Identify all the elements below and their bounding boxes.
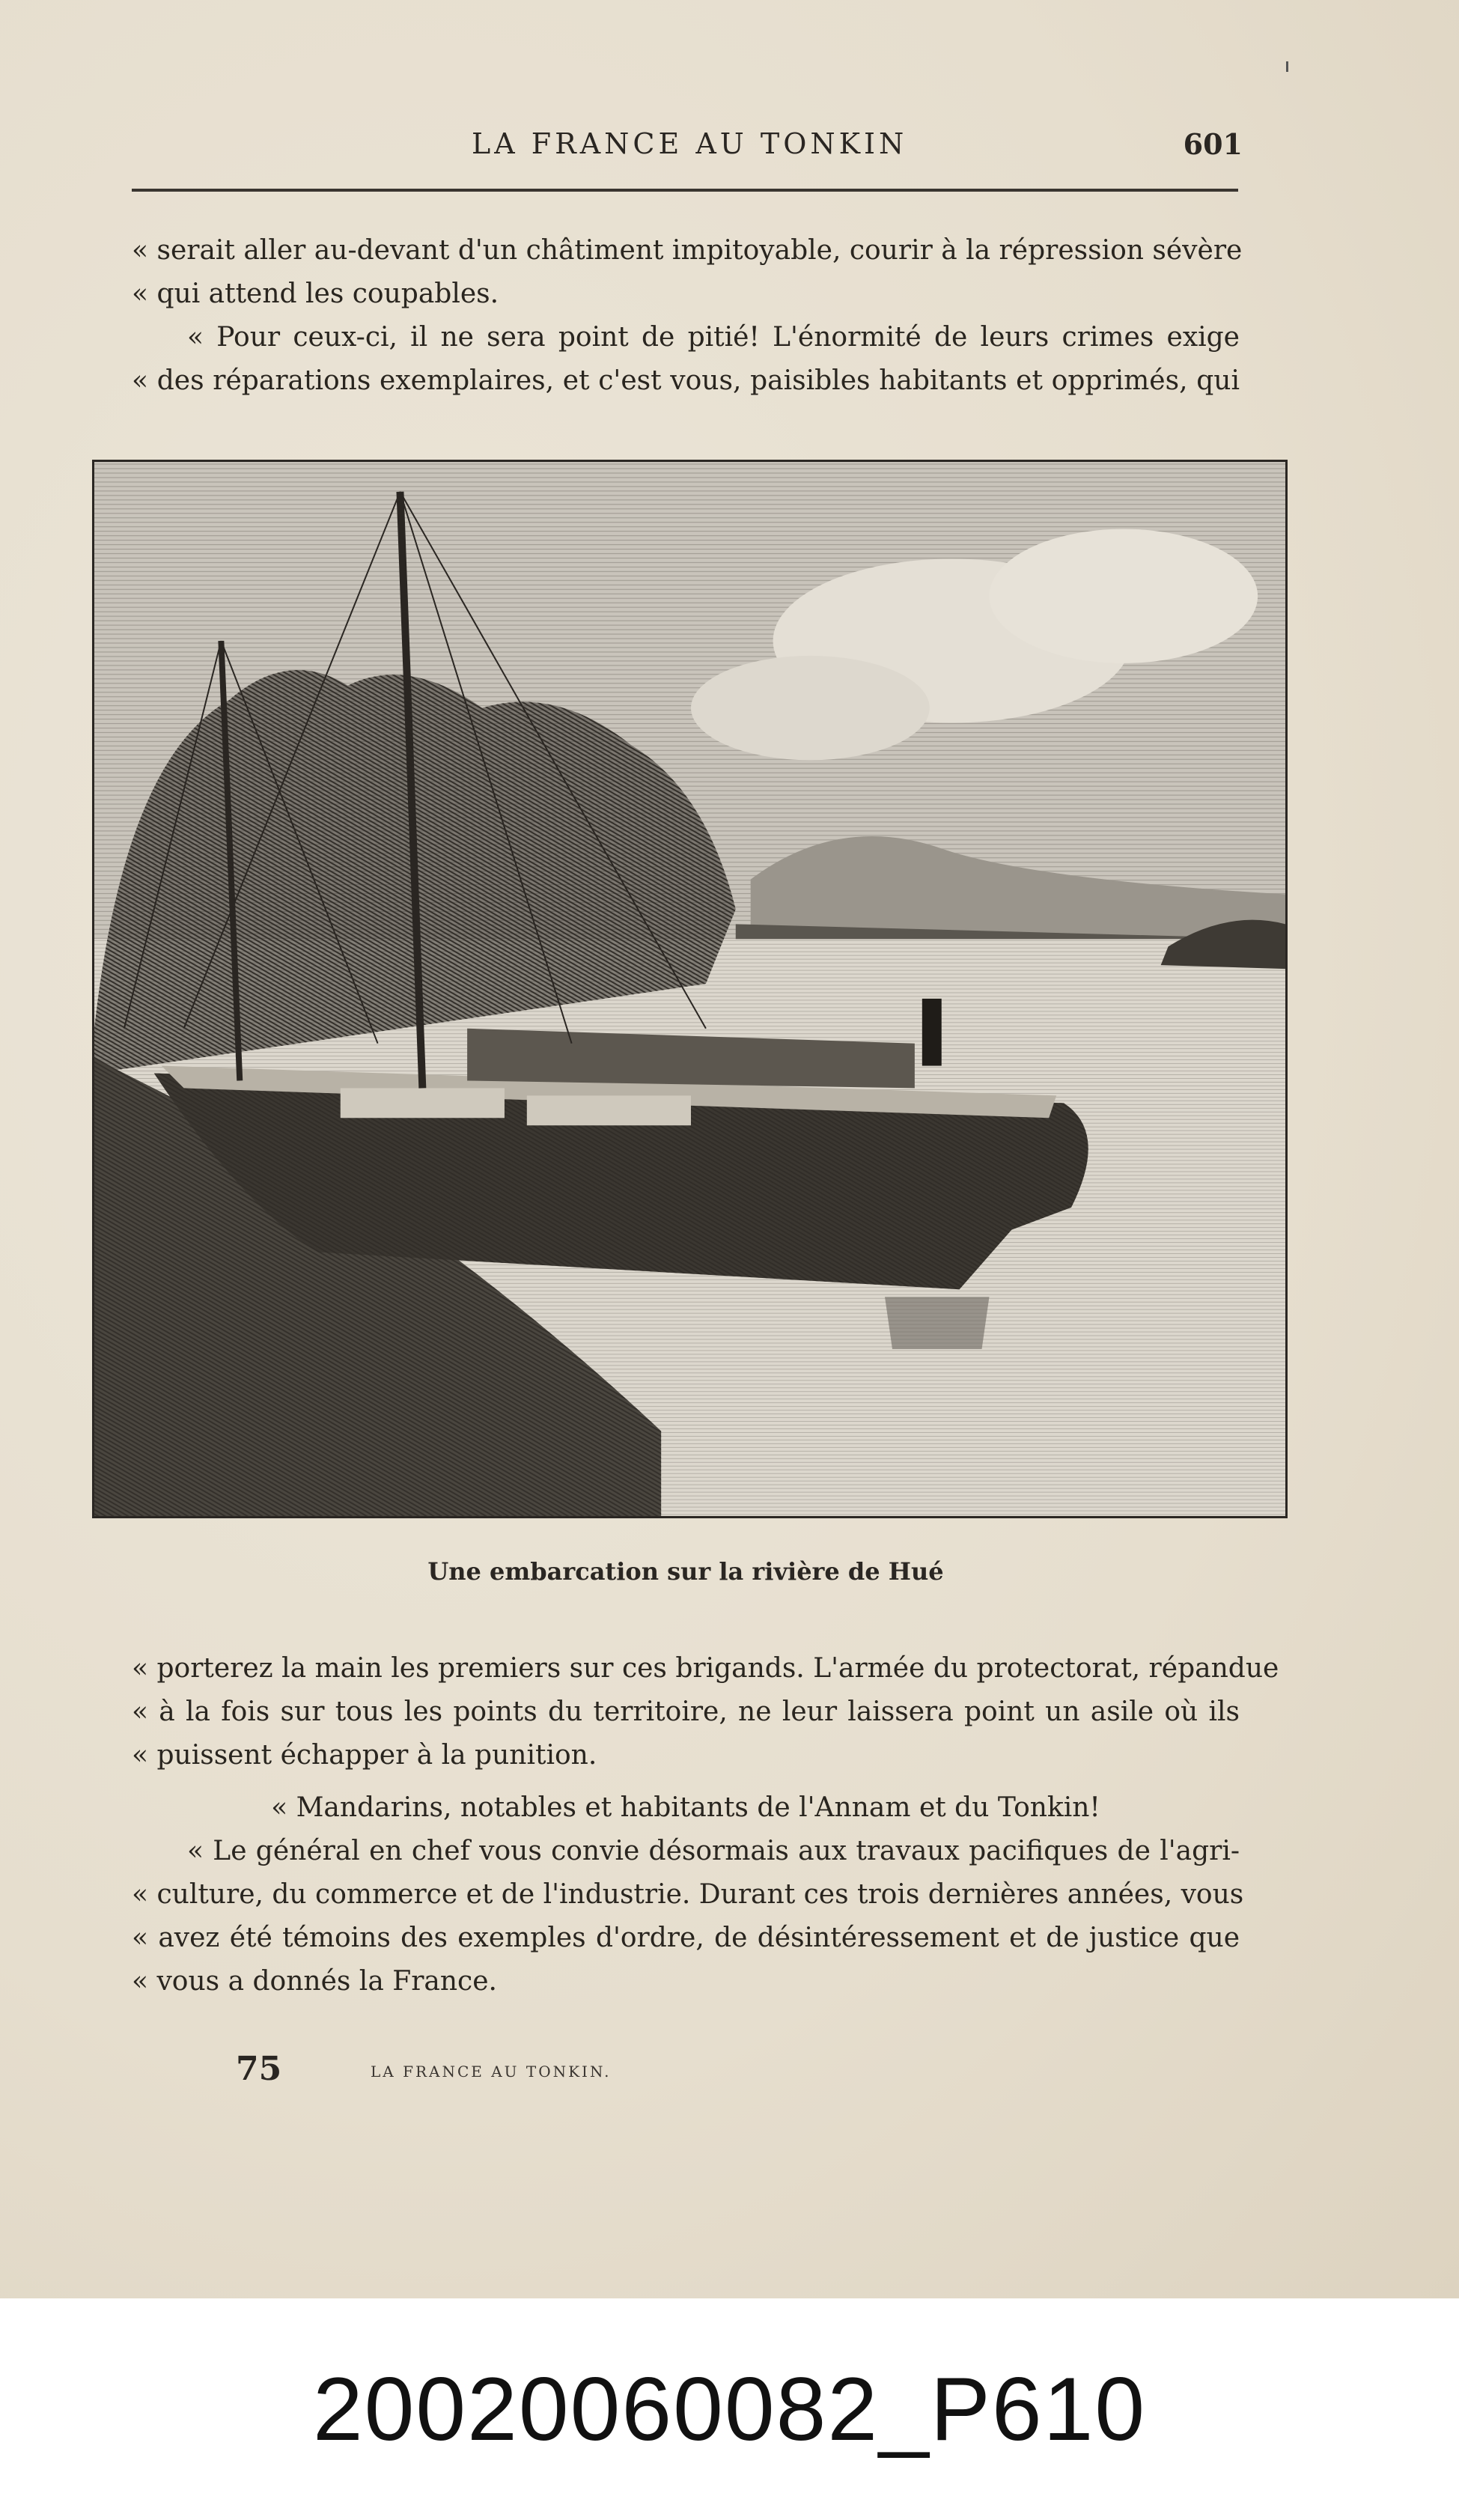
text-line: « vous a donnés la France. [132, 1966, 497, 1997]
text-line: « culture, du commerce et de l'industrie. Durant ces trois dernières années, vous [132, 1879, 1244, 1910]
text-line: « Mandarins, notables et habitants de l'Annam et du Tonkin! [271, 1792, 1100, 1823]
engraving-illustration [92, 460, 1288, 1518]
archive-label: 20020060082_P610 [312, 2359, 1147, 2459]
text-line: « des réparations exemplaires, et c'est vous, paisibles habitants et opprimés, qui [132, 365, 1240, 396]
text-line: « Pour ceux-ci, il ne sera point de pitié! L'énormité de leurs crimes exige [187, 322, 1240, 353]
text-line: « puissent échapper à la punition. [132, 1740, 597, 1771]
text-line: « à la fois sur tous les points du territoire, ne leur laissera point un asile où ils [132, 1696, 1240, 1727]
text-line: « qui attend les coupables. [132, 279, 499, 309]
text-line: « avez été témoins des exemples d'ordre, de désintéressement et de justice que [132, 1923, 1240, 1953]
page-number: 601 [1183, 127, 1243, 161]
text-line: « serait aller au-devant d'un châtiment impitoyable, courir à la répression sévère [132, 235, 1243, 266]
body-text-bottom [132, 1647, 1279, 2003]
page-mark [1286, 61, 1288, 72]
signature-title: LA FRANCE AU TONKIN. [371, 2063, 612, 2081]
running-head [127, 127, 1243, 172]
running-head-title: LA FRANCE AU TONKIN [472, 127, 908, 160]
header-rule [132, 189, 1238, 192]
signature-number: 75 [236, 2050, 282, 2088]
text-line: « Le général en chef vous convie désormais aux travaux pacifiques de l'agri- [187, 1836, 1240, 1866]
text-line: « porterez la main les premiers sur ces brigands. L'armée du protectorat, répandue [132, 1653, 1279, 1684]
figure-caption: Une embarcation sur la rivière de Hué [427, 1557, 944, 1586]
boat-engraving [94, 462, 1285, 1516]
body-text-top [132, 229, 1243, 403]
